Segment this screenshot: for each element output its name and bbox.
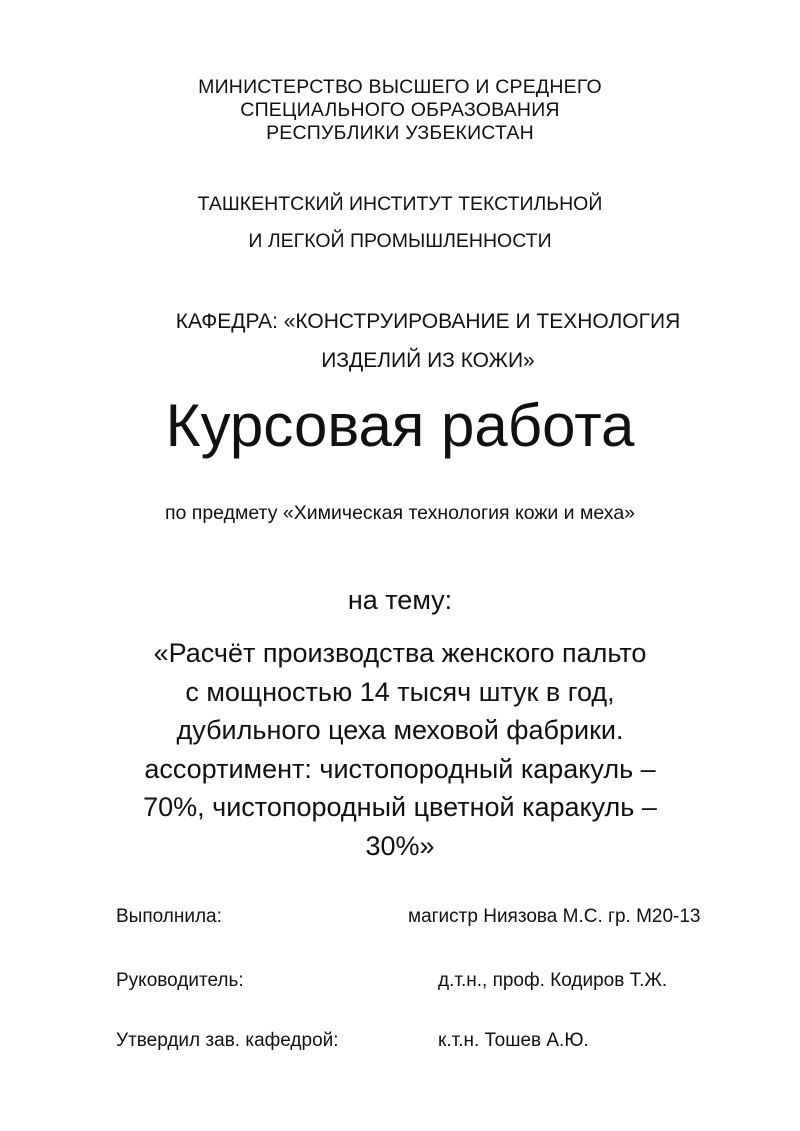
signature-label: Утвердил зав. кафедрой: bbox=[116, 1030, 339, 1051]
theme-label: на тему: bbox=[347, 585, 453, 615]
signature-row-approver bbox=[0, 1026, 800, 1056]
subject-line: по предмету «Химическая технология кожи и меха» bbox=[164, 502, 636, 524]
topic-line: дубильного цеха меховой фабрики. bbox=[176, 715, 624, 745]
signature-value: магистр Ниязова М.С. гр. М20-13 bbox=[408, 906, 701, 927]
ministry-line: МИНИСТЕРСТВО ВЫСШЕГО И СРЕДНЕГО bbox=[198, 76, 602, 98]
signature-label: Выполнила: bbox=[116, 906, 222, 927]
signature-row-performer bbox=[0, 902, 800, 932]
ministry-header bbox=[0, 76, 800, 145]
department-line: ИЗДЕЛИЙ ИЗ КОЖИ» bbox=[321, 349, 535, 372]
signature-value: д.т.н., проф. Кодиров Т.Ж. bbox=[438, 970, 668, 991]
signature-row-supervisor bbox=[0, 966, 800, 996]
ministry-line: РЕСПУБЛИКИ УЗБЕКИСТАН bbox=[266, 122, 534, 144]
institute-line: И ЛЕГКОЙ ПРОМЫШЛЕННОСТИ bbox=[248, 230, 552, 252]
topic-line: 30%» bbox=[365, 830, 435, 861]
topic-line: ассортимент: чистопородный каракуль – bbox=[144, 753, 656, 784]
topic-text bbox=[0, 634, 800, 865]
signature-value: к.т.н. Тошев А.Ю. bbox=[438, 1030, 589, 1051]
department-header bbox=[28, 302, 800, 380]
topic-line: с мощностью 14 тысяч штук в год, bbox=[185, 676, 615, 707]
document-title: Курсовая работа bbox=[165, 392, 635, 459]
ministry-line: СПЕЦИАЛЬНОГО ОБРАЗОВАНИЯ bbox=[240, 99, 560, 121]
topic-line: «Расчёт производства женского пальто bbox=[153, 638, 647, 668]
topic-line: 70%, чистопородный цветной каракуль – bbox=[143, 792, 657, 822]
signature-label: Руководитель: bbox=[116, 970, 244, 991]
institute-header bbox=[0, 186, 800, 260]
department-line: КАФЕДРА: «КОНСТРУИРОВАНИЕ И ТЕХНОЛОГИЯ bbox=[175, 310, 681, 333]
institute-line: ТАШКЕНТСКИЙ ИНСТИТУТ ТЕКСТИЛЬНОЙ bbox=[197, 193, 603, 215]
